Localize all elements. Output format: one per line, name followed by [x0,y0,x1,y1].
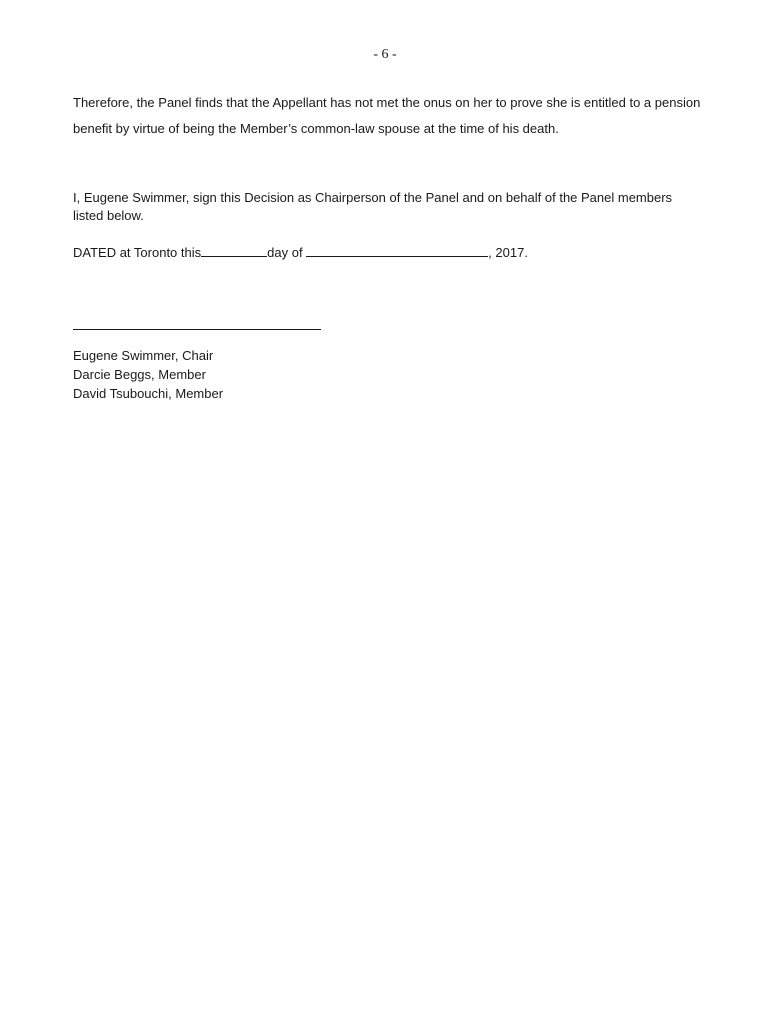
member-list [73,346,223,403]
dated-middle: day of [267,245,307,260]
page-number: - 6 - [373,47,397,62]
dated-suffix: , 2017. [488,245,528,260]
member-chair: Eugene Swimmer, Chair [73,348,214,363]
dated-prefix: DATED at Toronto this [73,245,202,260]
signing-paragraph: I, Eugene Swimmer, sign this Decision as Chairperson of the Panel and on behalf of the Panel members listed below. [73,190,673,223]
member-second: Darcie Beggs, Member [73,367,206,382]
day-blank [201,244,267,257]
dated-line [73,244,528,260]
month-blank [306,244,488,257]
finding-paragraph: Therefore, the Panel finds that the Appellant has not met the onus on her to prove she is entitled to a pension benefit by virtue of being the Member’s common-law spouse at the time of his death. [73,95,701,136]
signature-line [73,329,321,330]
member-third: David Tsubouchi, Member [73,386,224,401]
